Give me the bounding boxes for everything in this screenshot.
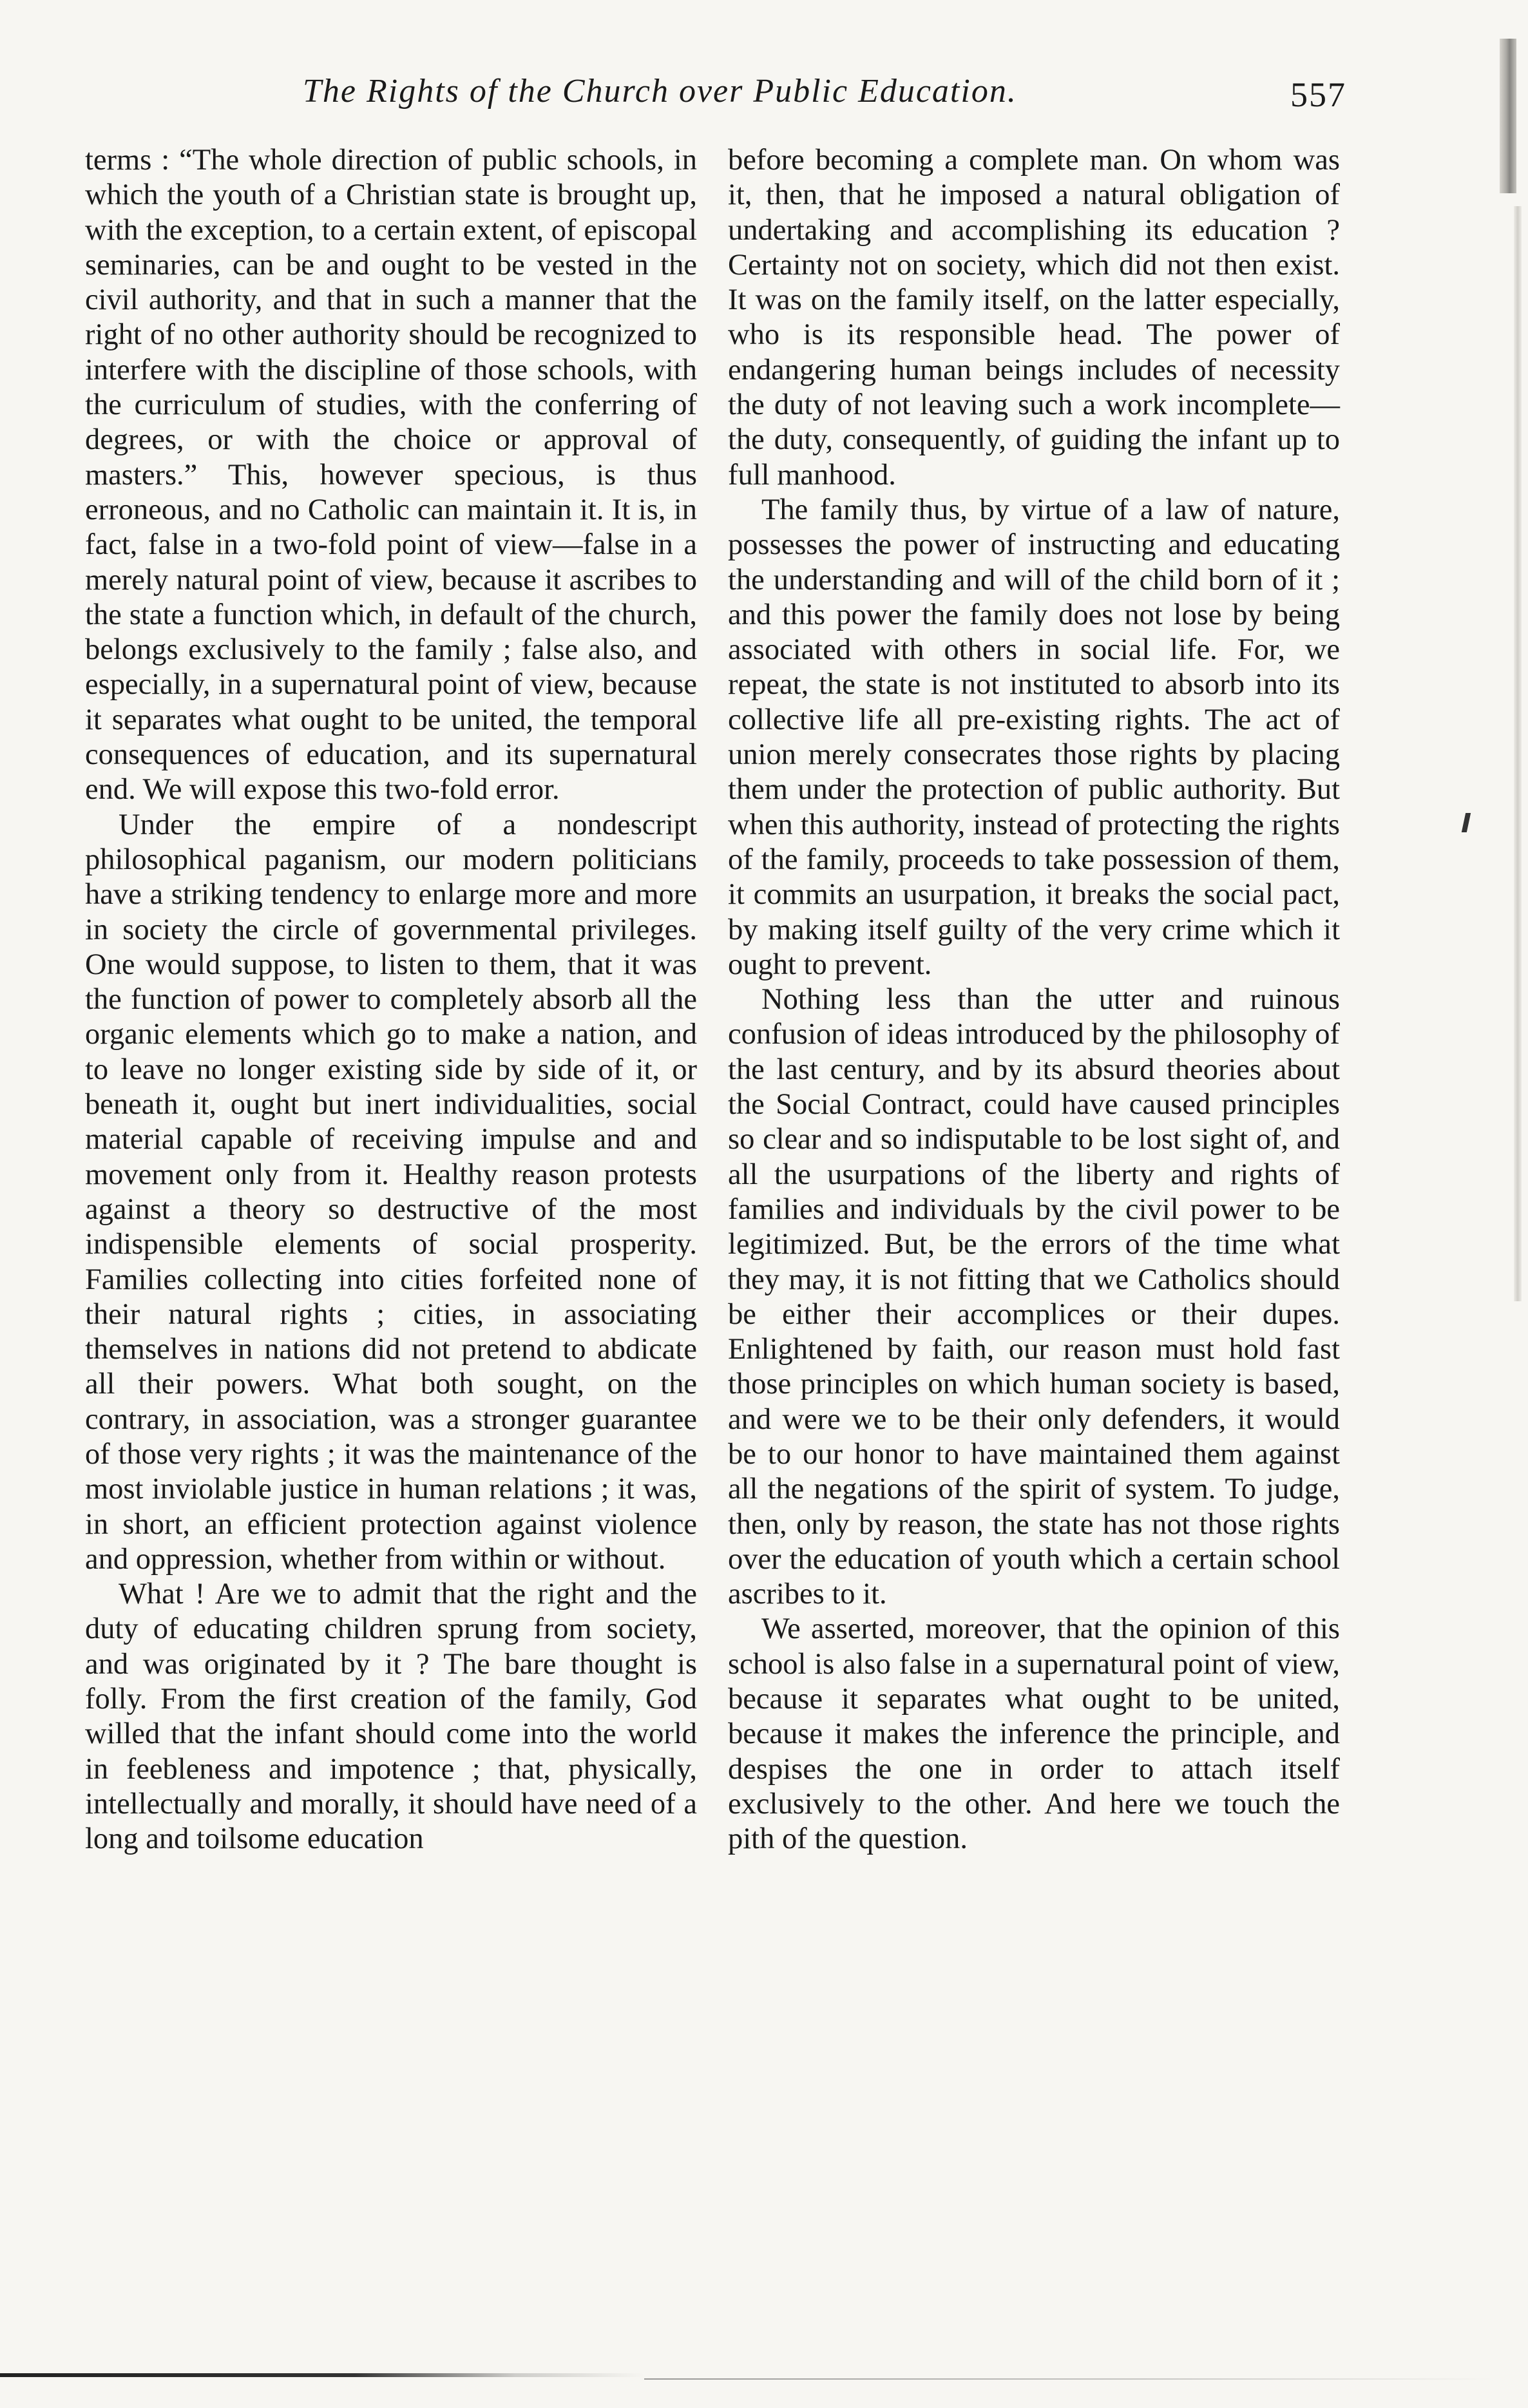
- running-head: [303, 72, 1346, 124]
- margin-ink-mark: [1462, 813, 1471, 832]
- left-column: [85, 143, 697, 1857]
- bottom-rule-faint: [644, 2378, 1495, 2380]
- paragraph: The family thus, by virtue of a law of nature, possesses the power of instructing and educating the understanding and will of the child born of it ; and this power the family does not lose by being associated with others in social life. For, we repeat, the state is not instituted to absorb into its collective life all pre-existing rights. The act of union merely consecrates those rights by placing them under the protection of public authority. But when this authority, instead of protecting the rights of the family, proceeds to take possession of them, it commits an usurpation, it breaks the social pact, by making itself guilty of the very crime which it ought to prevent.: [728, 493, 1340, 981]
- binding-edge-shadow: [1514, 206, 1522, 1301]
- right-column: [728, 143, 1340, 1857]
- running-title: The Rights of the Church over Public Education.: [303, 73, 1017, 110]
- paragraph: before becoming a complete man. On whom was it, then, that he imposed a natural obligation of undertaking and accomplishing its education ? Certainty not on society, which did not then exist. It was on the family itself, on the latter especially, who is its responsible head. The power of endangering human beings includes of necessity the duty of not leaving such a work incomplete—the duty, consequently, of guiding the infant up to full manhood.: [728, 144, 1340, 492]
- paragraph: terms : “The whole direction of public schools, in which the youth of a Christian state is brought up, with the exception, to a certain extent, of episcopal seminaries, can be and ought to be vested in the civil authority, and that in such a manner that the right of no other authority should be recognized to interfere with the discipline of those schools, with the curriculum of studies, with the conferring of degrees, or with the choice or approval of masters.” This, however specious, is thus erroneous, and no Catholic can maintain it. It is, in fact, false in a two-fold point of view—false in a merely natural point of view, because it ascribes to the state a function which, in default of the church, belongs exclusively to the family ; false also, and especially, in a supernatural point of view, because it separates what ought to be united, the temporal consequences of education, and its supernatural end. We will expose this two-fold error.: [85, 144, 697, 807]
- bottom-rule: [0, 2373, 644, 2377]
- paragraph: Under the empire of a nondescript philosophical paganism, our modern politicians have a striking tendency to enlarge more and more in society the circle of governmental privileges. One would suppose, to listen to them, that it was the function of power to completely absorb all the organic elements which go to make a nation, and to leave no longer existing side by side of it, or beneath it, ought but inert individualities, social material capable of receiving impulse and and movement only from it. Healthy reason protests against a theory so destructive of the most indispensible elements of social prosperity. Families collecting into cities forfeited none of their natural rights ; cities, in associating themselves in nations did not pretend to abdicate all their powers. What both sought, on the contrary, in association, was a stronger guarantee of those very rights ; it was the maintenance of the most inviolable justice in human relations ; it was, in short, an efficient protection against violence and oppression, whether from within or without.: [85, 808, 697, 1576]
- paragraph: Nothing less than the utter and ruinous confusion of ideas introduced by the philosophy of the last century, and by its absurd theories about the Social Contract, could have caused principles so clear and so indisputable to be lost sight of, and all the usurpations of the liberty and rights of families and individuals by the civil power to be legitimized. But, be the errors of the time what they may, it is not fitting that we Catholics should be either their accomplices or their dupes. Enlightened by faith, our reason must hold fast those principles on which human society is based, and were we to be their only defenders, it would be to our honor to have maintained them against all the negations of the spirit of system. To judge, then, only by reason, the state has not those rights over the education of youth which a certain school ascribes to it.: [728, 983, 1340, 1611]
- page-number: 557: [1290, 75, 1346, 114]
- paragraph: We asserted, moreover, that the opinion of this school is also false in a supernatural point of view, because it separates what ought to be united, because it makes the inference the principle, and despises the one in order to attach itself exclusively to the other. And here we touch the pith of the question.: [728, 1612, 1340, 1856]
- paragraph: What ! Are we to admit that the right and the duty of educating children sprung from society, and was originated by it ? The bare thought is folly. From the first creation of the family, God willed that the infant should come into the world in feebleness and impotence ; that, physically, intellectually and morally, it should have need of a long and toilsome education: [85, 1578, 697, 1856]
- binding-edge-mark: [1500, 39, 1516, 193]
